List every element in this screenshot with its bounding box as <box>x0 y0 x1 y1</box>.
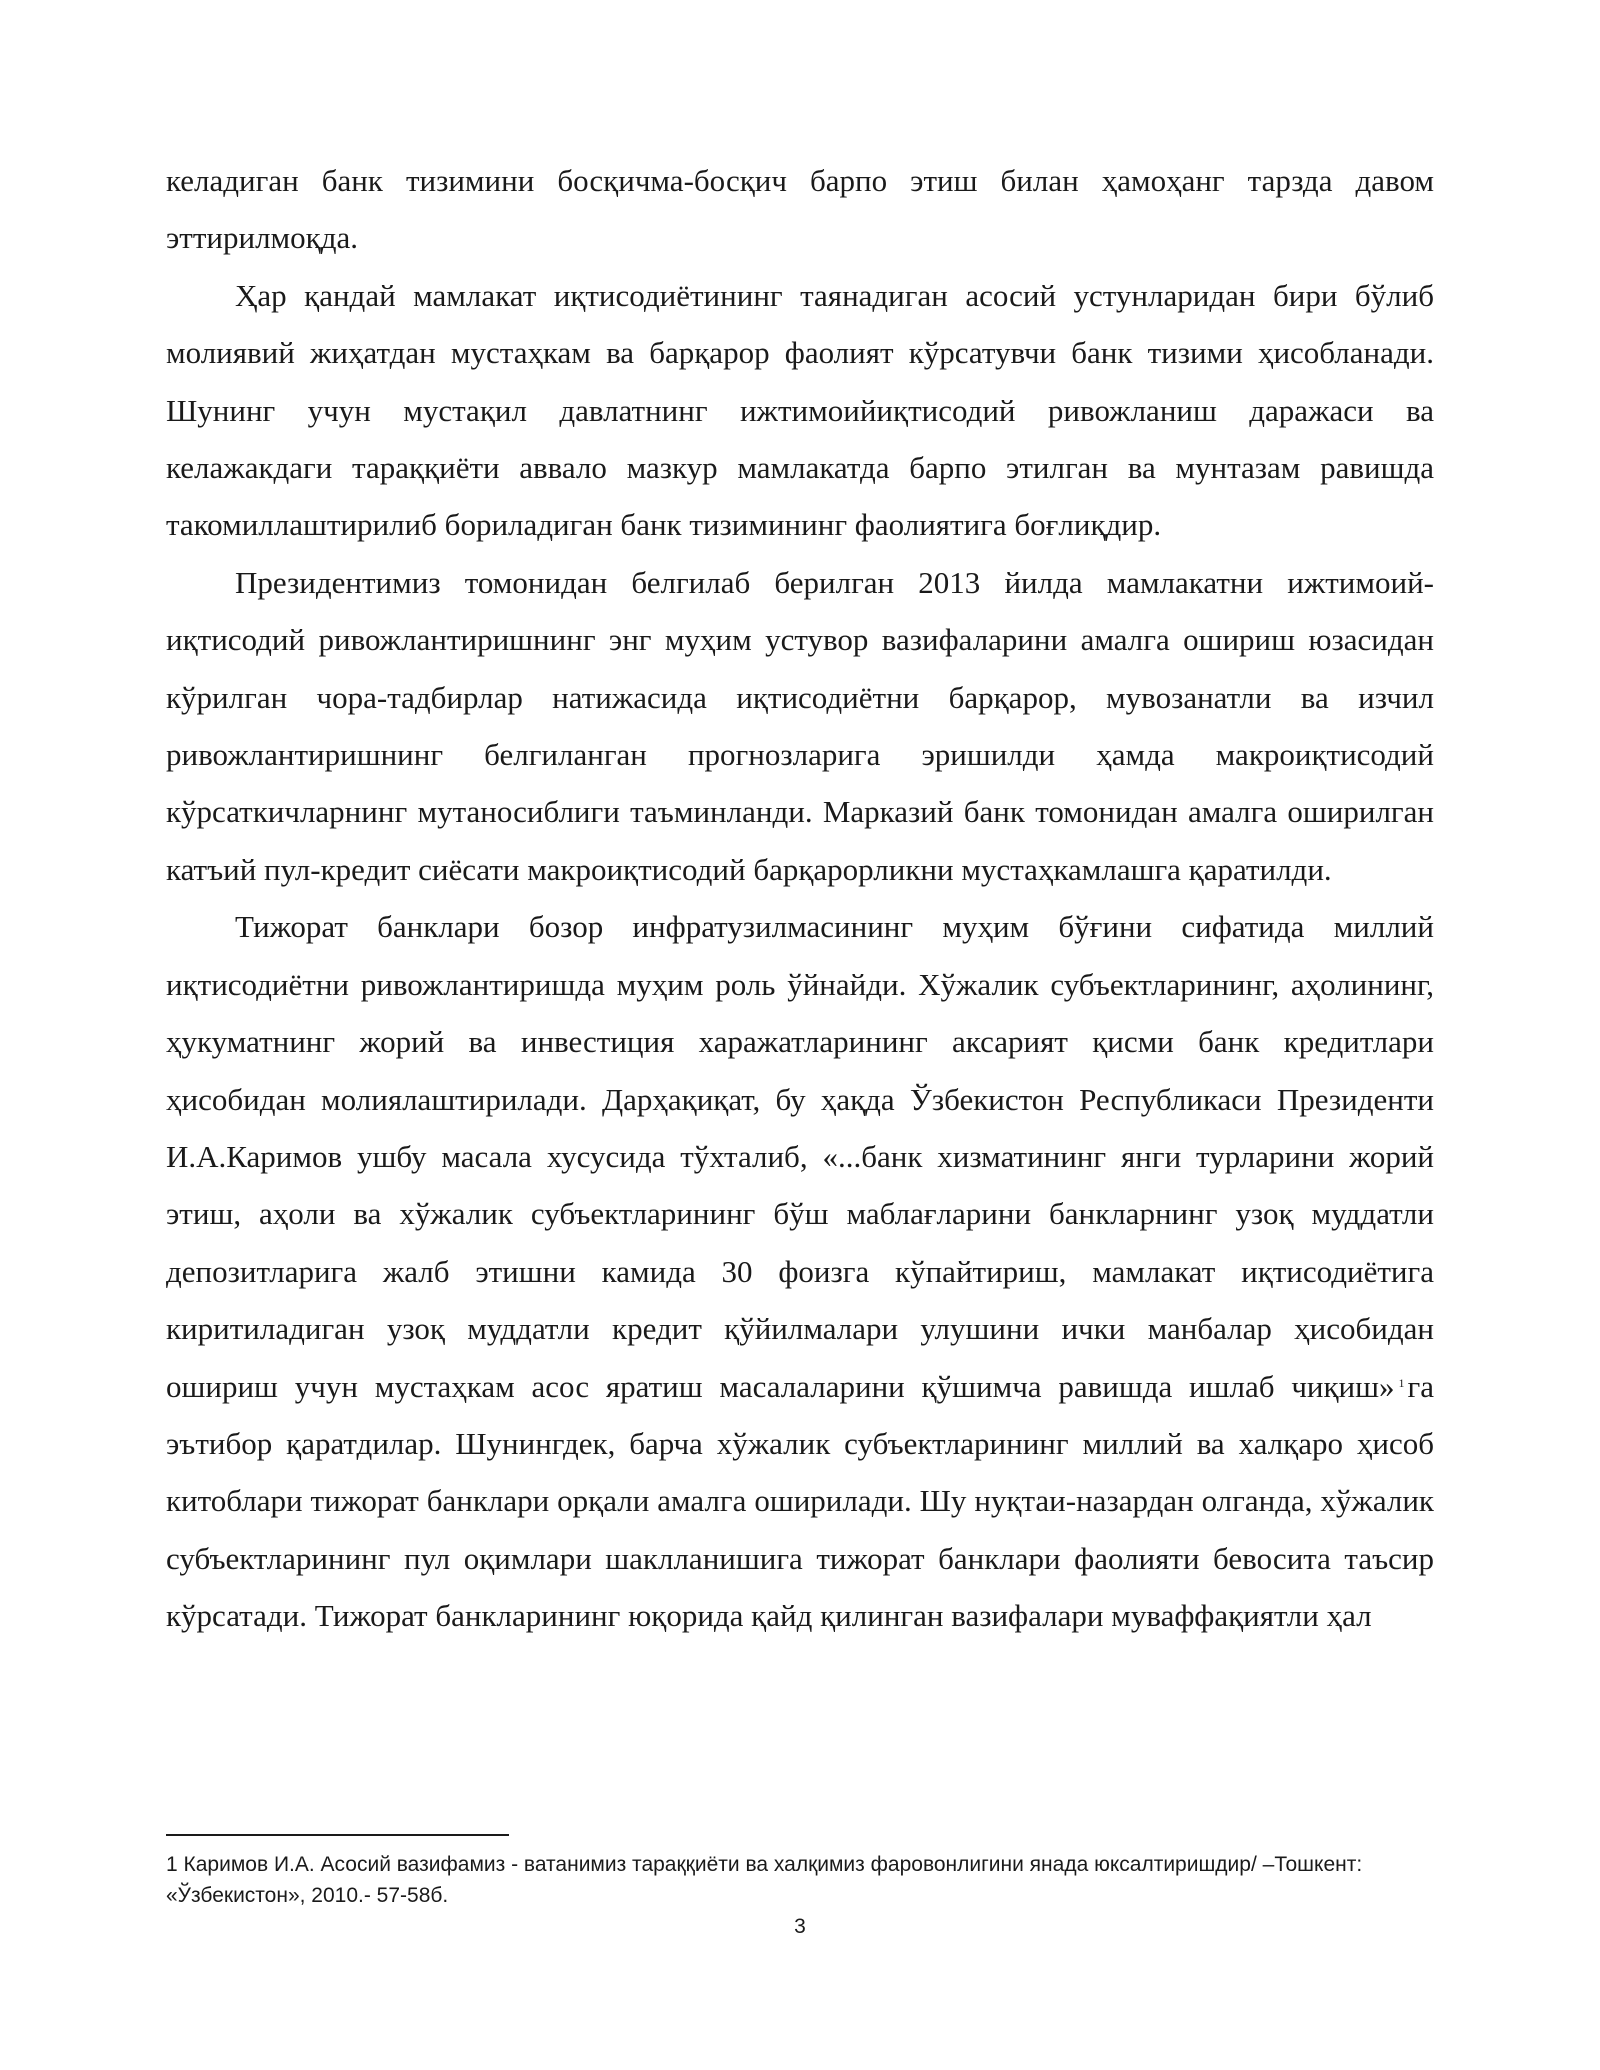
page-number: 3 <box>794 1915 806 1938</box>
footnote-reference[interactable]: 1 <box>1398 1375 1405 1390</box>
paragraph-continuation: келадиган банк тизимини босқичма-босқич барпо этиш билан ҳамоҳанг тарзда давом эттирилмоқда. <box>166 163 1434 256</box>
paragraph-text-after-reference: га эътибор қаратдилар. Шунингдек, барча хўжалик субъектларининг миллий ва халқаро ҳисоб китоблари тижорат банклари орқали амалга оширилади. Шу нуқтаи-назардан олганда, хўжалик субъектларининг пул оқимлари шаклланишига тижорат банклари фаолияти бевосита таъсир кўрсатади. Тижорат банкларининг юқорида қайд қилинган вазифалари муваффақиятли ҳал <box>166 1368 1434 1634</box>
paragraph-banking-system: Ҳар қандай мамлакат иқтисодиётининг таянадиган асосий устунларидан бири бўлиб молиявий жиҳатдан мустаҳкам ва барқарор фаолият кўрсатувчи банк тизими ҳисобланади. Шунинг учун мустақил давлатнинг ижтимоийиқтисодий ривожланиш даражаси ва келажакдаги тараққиёти аввало мазкур мамлакатда барпо этилган ва мунтазам равишда такомиллаштирилиб бориладиган банк тизимининг фаолиятига боғлиқдир. <box>166 277 1434 543</box>
body-text <box>166 152 1434 1645</box>
paragraph-commercial-banks <box>166 898 1434 1644</box>
footnote: 1 Каримов И.А. Асосий вазифамиз - ватанимиз тараққиёти ва халқимиз фаровонлигини янада юксалтиришдир/ –Тошкент: «Ўзбекистон», 2010.- 57-58б. <box>166 1853 1363 1907</box>
footnote-separator <box>166 1834 509 1836</box>
paragraph-2013-results: Президентимиз томонидан белгилаб берилган 2013 йилда мамлакатни ижтимоий-иқтисодий ривожлантиришнинг энг муҳим устувор вазифаларини амалга ошириш юзасидан кўрилган чора-тадбирлар натижасида иқтисодиётни барқарор, мувозанатли ва изчил ривожлантиришнинг белгиланган прогнозларига эришилди ҳамда макроиқтисодий кўрсаткичларнинг мутаносиблиги таъминланди. Марказий банк томонидан амалга оширилган катъий пул-кредит сиёсати макроиқтисодий барқарорликни мустаҳкамлашга қаратилди. <box>166 564 1434 887</box>
paragraph-text-before-reference: Тижорат банклари бозор инфратузилмасининг муҳим бўғини сифатида миллий иқтисодиётни ривожлантиришда муҳим роль ўйнайди. Хўжалик субъектларининг, аҳолининг, ҳукуматнинг жорий ва инвестиция харажатларининг аксарият қисми банк кредитлари ҳисобидан молиялаштирилади. Дарҳақиқат, бу ҳақда Ўзбекистон Республикаси Президенти И.А.Каримов ушбу масала хусусида тўхталиб, «...банк хизматининг янги турларини жорий этиш, аҳоли ва хўжалик субъектларининг бўш маблағларини банкларнинг узоқ муддатли депозитларига жалб этишни камида 30 фоизга кўпайтириш, мамлакат иқтисодиётига киритиладиган узоқ муддатли кредит қўйилмалари улушини ички манбалар ҳисобидан ошириш учун мустаҳкам асос яратиш масалаларини қўшимча равишда ишлаб чиқиш» <box>166 909 1434 1404</box>
